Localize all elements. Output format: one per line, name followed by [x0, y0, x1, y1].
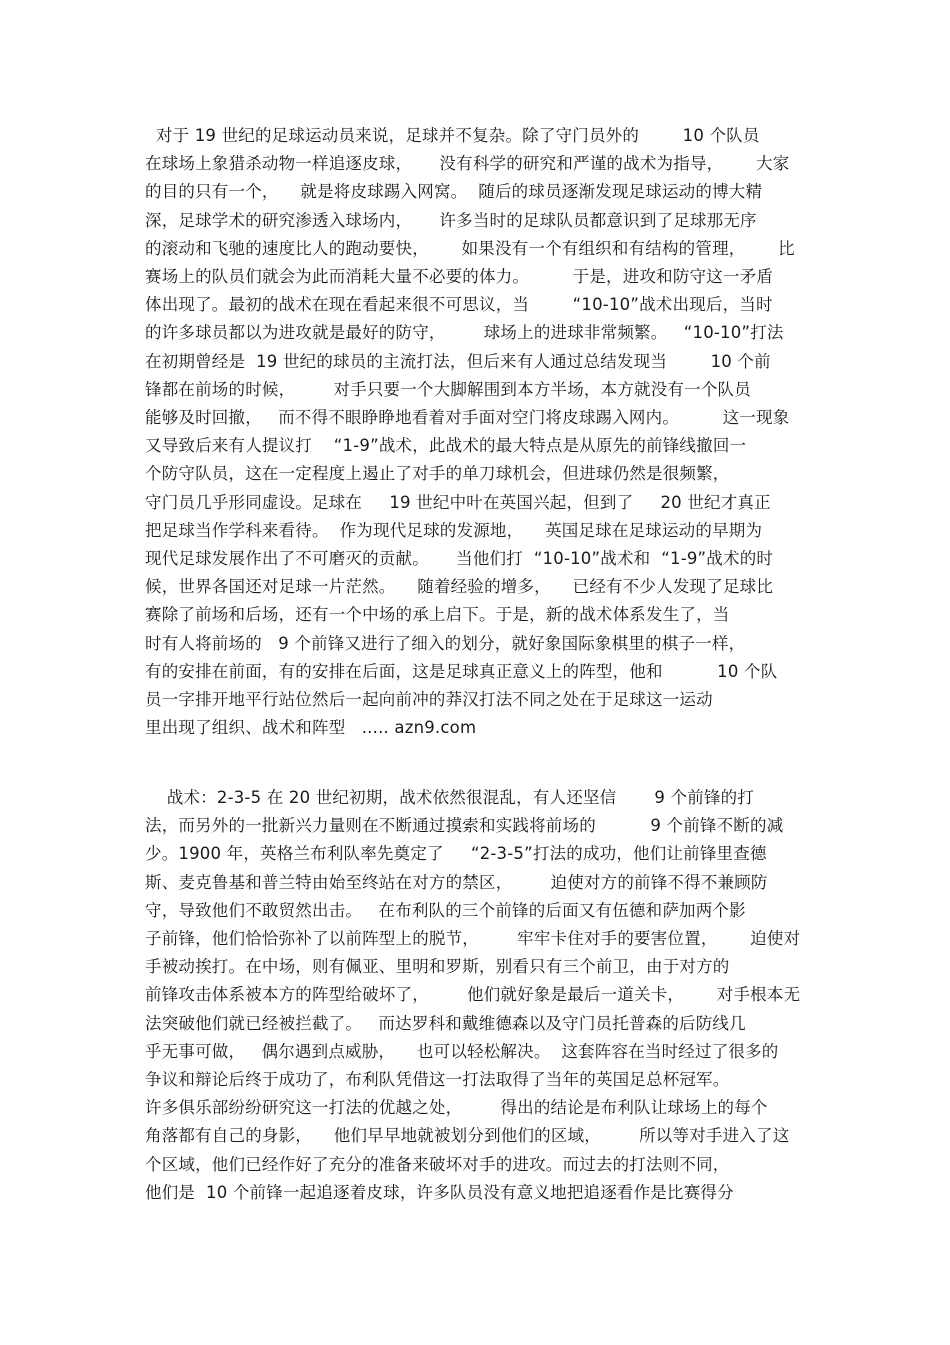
text-line: 员一字排开地平行站位然后一起向前冲的莽汉打法不同之处在于足球这一运动	[145, 690, 713, 709]
text-line: 深，足球学术的研究渗透入球场内， 许多当时的足球队员都意识到了足球那无序	[145, 210, 757, 230]
text-line: 的滚动和飞驰的速度比人的跑动要快， 如果没有一个有组织和有结构的管理， 比	[145, 238, 795, 258]
text-line: 个区域，他们已经作好了充分的准备来破坏对手的进攻。而过去的打法则不同，	[145, 1154, 730, 1174]
text-line: 赛除了前场和后场，还有一个中场的承上启下。于是，新的战术体系发生了，当	[145, 605, 730, 625]
text-line: 守门员几乎形同虚设。足球在 19 世纪中叶在英国兴起，但到了 20 世纪才真正	[145, 492, 771, 512]
text-line: 乎无事可做， 偶尔遇到点威胁， 也可以轻松解决。 这套阵容在当时经过了很多的	[145, 1041, 779, 1061]
text-line: 赛场上的队员们就会为此而消耗大量不必要的体力。 于是，进攻和防守这一矛盾	[145, 267, 774, 286]
text-line: 对于 19 世纪的足球运动员来说，足球并不复杂。除了守门员外的 10 个队员	[145, 126, 760, 145]
text-line: 又导致后来有人提议打 “1-9”战术，此战术的最大特点是从原先的前锋线撤回一	[145, 436, 747, 456]
text-line: 体出现了。最初的战术在现在看起来很不可思议，当 “10-10”战术出现后，当时	[145, 295, 773, 315]
text-line: 时有人将前场的 9 个前锋又进行了细入的划分，就好象国际象棋里的棋子一样，	[145, 633, 746, 653]
text-line: 法突破他们就已经被拦截了。 而达罗科和戴维德森以及守门员托普森的后防线几	[145, 1013, 746, 1033]
text-line: 在球场上象猎杀动物一样追逐皮球， 没有科学的研究和严谨的战术为指导， 大家	[145, 154, 790, 174]
text-line: 个防守队员，这在一定程度上遏止了对手的单刀球机会，但进球仍然是很频繁，	[145, 464, 730, 484]
text-line: 手被动挨打。在中场，则有佩亚、里明和罗斯，别看只有三个前卫，由于对方的	[145, 957, 730, 977]
text-line: 里出现了组织、战术和阵型 ..... azn9.com	[145, 718, 477, 738]
text-line: 现代足球发展作出了不可磨灭的贡献。 当他们打 “10-10”战术和 “1-9”战术的时	[145, 549, 774, 568]
text-line: 斯、麦克鲁基和普兰特由始至终站在对方的禁区， 迫使对方的前锋不得不兼顾防	[145, 872, 768, 892]
text-line: 锋都在前场的时候， 对手只要一个大脚解围到本方半场，本方就没有一个队员	[145, 379, 751, 399]
text-line: 法，而另外的一批新兴力量则在不断通过摸索和实践将前场的 9 个前锋不断的减	[145, 816, 784, 836]
text-line: 候，世界各国还对足球一片茫然。 随着经验的增多， 已经有不少人发现了足球比	[145, 577, 774, 597]
text-line: 子前锋，他们恰恰弥补了以前阵型上的脱节， 牢牢卡住对手的要害位置， 迫使对	[145, 929, 801, 948]
text-line: 有的安排在前面，有的安排在后面，这是足球真正意义上的阵型，他和 10 个队	[145, 661, 778, 681]
text-line: 的目的只有一个， 就是将皮球踢入网窝。 随后的球员逐渐发现足球运动的博大精	[145, 182, 763, 202]
text-line: 在初期曾经是 19 世纪的球员的主流打法，但后来有人通过总结发现当 10 个前	[145, 351, 771, 371]
text-line: 角落都有自己的身影， 他们早早地就被划分到他们的区域， 所以等对手进入了这	[145, 1126, 790, 1146]
text-line: 把足球当作学科来看待。 作为现代足球的发源地， 英国足球在足球运动的早期为	[145, 520, 763, 540]
text-line: 能够及时回撤， 而不得不眼睁睁地看着对手面对空门将皮球踢入网内。 这一现象	[145, 408, 790, 427]
text-line: 前锋攻击体系被本方的阵型给破坏了， 他们就好象是最后一道关卡， 对手根本无	[145, 985, 801, 1005]
text-line: 的许多球员都以为进攻就是最好的防守， 球场上的进球非常频繁。 “10-10”打法	[145, 323, 784, 343]
text-line: 争议和辩论后终于成功了，布利队凭借这一打法取得了当年的英国足总杯冠军。	[145, 1070, 730, 1089]
text-line: 许多俱乐部纷纷研究这一打法的优越之处， 得出的结论是布利队让球场上的每个	[145, 1098, 768, 1118]
text-line: 少。1900 年，英格兰布利队率先奠定了 “2-3-5”打法的成功，他们让前锋里查德	[145, 844, 767, 864]
text-line: 他们是 10 个前锋一起追逐着皮球，许多队员没有意义地把追逐看作是比赛得分	[145, 1182, 734, 1202]
text-line: 守，导致他们不敢贸然出击。 在布利队的三个前锋的后面又有伍德和萨加两个影	[145, 900, 746, 920]
text-line: 战术：2-3-5 在 20 世纪初期，战术依然很混乱，有人还坚信 9 个前锋的打	[145, 788, 755, 807]
